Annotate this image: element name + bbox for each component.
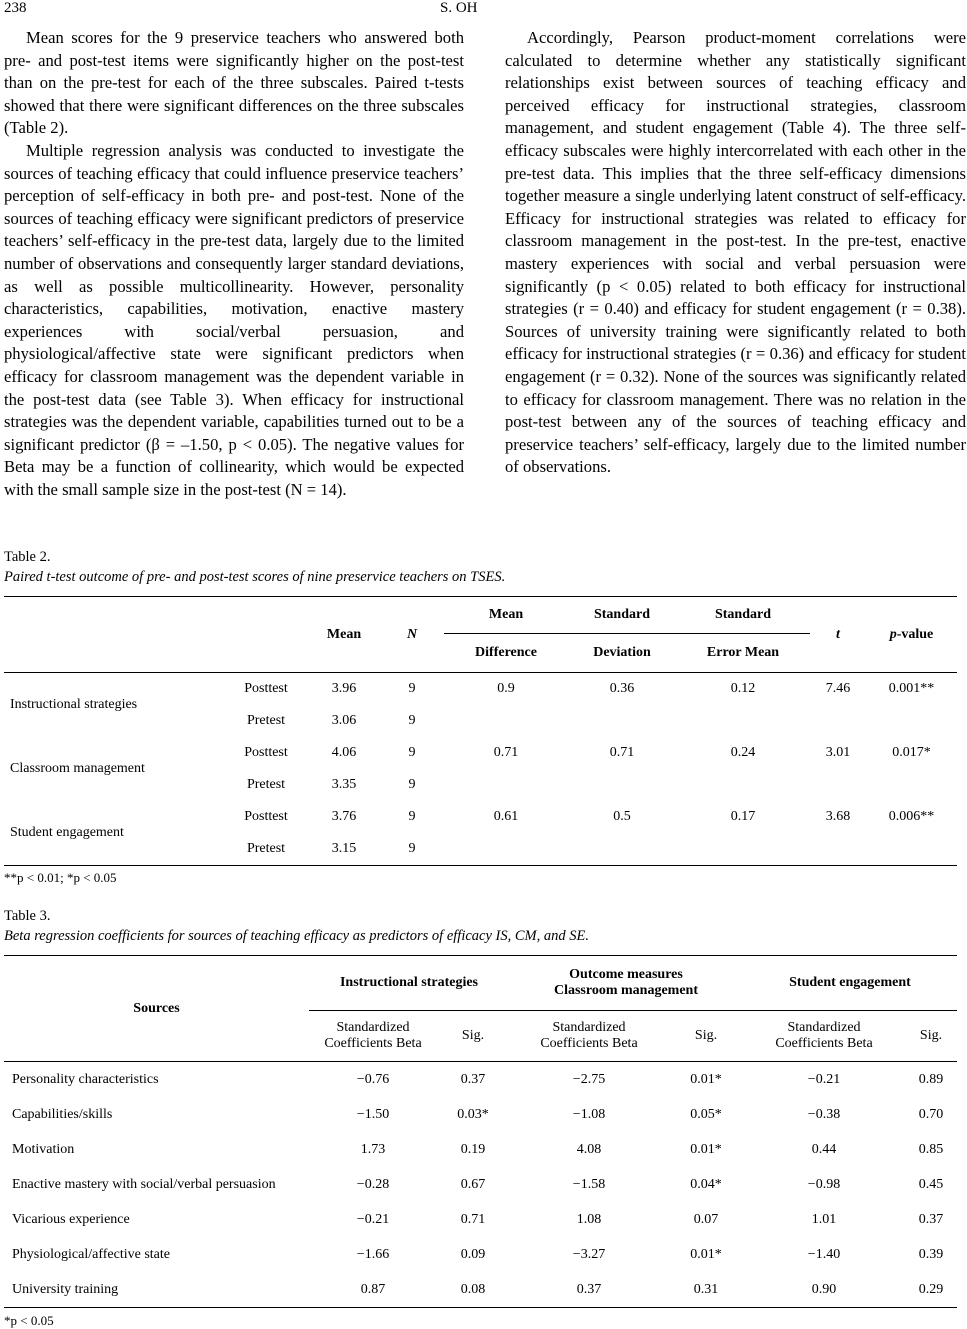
table-row: Pretest 3.06 9 (246, 713, 416, 728)
table-cell: 0.89 (918, 1071, 944, 1087)
table-row: Student engagement Posttest 3.76 9 0.61 0.5 0.17 3.68 0.006** (10, 809, 935, 840)
paragraph: Mean scores for the 9 preservice teachers who answered both pre- and post-test items were significantly higher on the post-test than on the pre-test for each of the three subscales. Paired t-tests showed that there were significant differences on the three subscales (Table 2). (4, 28, 464, 138)
table3 (4, 955, 957, 1308)
table-cell: 0.19 (460, 1141, 486, 1157)
table-cell: −1.50 (356, 1106, 390, 1122)
col-sd: Standard (568, 597, 676, 634)
row-label: Capabilities/skills (12, 1106, 113, 1122)
table-cell: 4.08 (576, 1141, 602, 1157)
table2-caption (4, 547, 505, 587)
running-head: S. OH (440, 0, 478, 16)
page-number: 238 (4, 0, 27, 16)
table-cell: 0.03* (457, 1106, 489, 1122)
table-row (4, 1202, 957, 1237)
table-cell: −1.40 (807, 1246, 841, 1262)
table-row (4, 1097, 957, 1132)
table3-label: Table 3. (4, 908, 51, 924)
paragraph: Multiple regression analysis was conducted to investigate the sources of teaching efficacy that could influence preservice teachers’ perception of self-efficacy in both pre- and post-test. None of the sources of teaching efficacy were significant predictors of preservice teachers’ self-efficacy in the pre-test data, largely due to the limited number of observations and consequently larger standard deviations, as well as possible multicollinearity. However, personality characteristics, capabilities, motivation, enactive mastery experiences with social/verbal persuasion, and physiological/affective state were significant predictors when efficacy for classroom management was the dependent variable in the post-test data (see Table 3). When efficacy for instructional strategies was the dependent variable, capabilities turned out to be a significant predictor (β = –1.50, p < 0.05). The negative values for Beta may be a function of collinearity, which would be expected with the small sample size in the post-test (N = 14). (4, 140, 464, 499)
table-row: Instructional strategies Posttest 3.96 9 0.9 0.36 0.12 7.46 0.001** (10, 681, 935, 712)
table-cell: 0.07 (693, 1211, 719, 1227)
table2-note: **p < 0.01; *p < 0.05 (4, 870, 117, 885)
table3-caption (4, 906, 589, 946)
table-cell: 0.39 (918, 1246, 944, 1262)
table3-note: *p < 0.05 (4, 1313, 54, 1328)
col-is-beta: Standardized Coefficients Beta (324, 1020, 422, 1051)
table-cell: −1.08 (572, 1106, 606, 1122)
table-cell: 0.70 (918, 1106, 944, 1122)
right-column (505, 27, 966, 479)
table-row (4, 1062, 957, 1098)
col-mean-diff: Mean (444, 597, 568, 634)
table-cell: −1.58 (572, 1176, 606, 1192)
table-cell: 0.71 (460, 1211, 486, 1227)
table-cell: 0.29 (918, 1281, 944, 1297)
paragraph: Accordingly, Pearson product-moment correlations were calculated to determine whether any statistically significant relationships exist between sources of teaching efficacy and perceived efficacy for instructional strategies, classroom management, and student engagement (Table 4). The three self-efficacy subscales were highly intercorrelated with each other in the pre-test data. This implies that the three self-efficacy dimensions together measure a single underlying latent construct of self-efficacy. Efficacy for instructional strategies was related to efficacy for classroom management in the post-test. In the pre-test, enactive mastery experiences with social and verbal persuasion were significantly (p < 0.05) related to both efficacy for instructional strategies (r = 0.40) and efficacy for student engagement (r = 0.38). Sources of university training were significantly related to both efficacy for instructional strategies (r = 0.36) and efficacy for student engagement (r = 0.32). None of the sources was significantly related to efficacy for classroom management. There was no relation in the post-test between any of the sources of teaching efficacy and preservice teachers’ self-efficacy, largely due to the limited number of observations. (505, 28, 966, 477)
row-label: Physiological/affective state (12, 1246, 170, 1262)
table2-label: Table 2. (4, 549, 51, 565)
table-cell: 0.44 (811, 1141, 837, 1157)
table-cell: 0.45 (918, 1176, 944, 1192)
col-p: p-value (866, 597, 957, 673)
col-sd-2: Deviation (593, 645, 651, 660)
table-cell: 0.01* (690, 1071, 722, 1087)
table-cell: 0.08 (460, 1281, 486, 1297)
table-cell: 0.90 (811, 1281, 837, 1297)
col-se-beta: Standardized Coefficients Beta (775, 1020, 873, 1051)
table-row: Pretest 3.15 9 (4, 833, 957, 866)
table-row: Classroom management Posttest 4.06 9 0.71 0.71 0.24 3.01 0.017* (10, 745, 931, 776)
col-se-2: Error Mean (706, 645, 780, 660)
col-cm-sig: Sig. (694, 1028, 718, 1043)
table-row (4, 1167, 957, 1202)
table-cell: 0.85 (918, 1141, 944, 1157)
table-cell: 0.37 (576, 1281, 602, 1297)
table-cell: −0.28 (356, 1176, 390, 1192)
col-n: N (380, 597, 444, 673)
table-cell: 1.08 (576, 1211, 602, 1227)
table-cell: −3.27 (572, 1246, 606, 1262)
col-sources: Sources (4, 956, 309, 1062)
table-cell: −0.98 (807, 1176, 841, 1192)
table-cell: 1.01 (811, 1211, 837, 1227)
table-cell: 0.01* (690, 1141, 722, 1157)
row-label: University training (12, 1281, 119, 1297)
col-mean-diff-2: Difference (475, 645, 537, 660)
row-label: Personality characteristics (12, 1071, 159, 1087)
table-cell: −2.75 (572, 1071, 606, 1087)
table-cell: −1.66 (356, 1246, 390, 1262)
table-cell: 0.37 (918, 1211, 944, 1227)
table-cell: 1.73 (360, 1141, 386, 1157)
table-cell: −0.38 (807, 1106, 841, 1122)
col-se: Standard (676, 597, 810, 634)
row-label: Enactive mastery with social/verbal persuasion (12, 1176, 276, 1192)
table-cell: 0.67 (460, 1176, 486, 1192)
col-se-sig: Sig. (919, 1028, 943, 1043)
col-cm: Outcome measures Classroom management (509, 956, 743, 1011)
table3-title: Beta regression coefficients for sources of teaching efficacy as predictors of efficacy IS, CM, and SE. (4, 928, 589, 944)
page-header (0, 0, 967, 22)
table2-title: Paired t-test outcome of pre- and post-test scores of nine preservice teachers on TSES. (4, 569, 506, 585)
table-cell: 0.31 (693, 1281, 719, 1297)
table-row (4, 1132, 957, 1167)
table-cell: −0.21 (807, 1071, 841, 1087)
table-cell: −0.76 (356, 1071, 390, 1087)
table-cell: −0.21 (356, 1211, 390, 1227)
row-label: Vicarious experience (12, 1211, 130, 1227)
table-row (4, 1272, 957, 1308)
table-cell: 0.87 (360, 1281, 386, 1297)
col-cm-beta: Standardized Coefficients Beta (540, 1020, 638, 1051)
left-column (4, 27, 464, 501)
table-row: Pretest 3.35 9 (246, 777, 416, 792)
table-cell: 0.01* (690, 1246, 722, 1262)
col-t: t (810, 597, 866, 673)
row-label: Motivation (12, 1141, 75, 1157)
col-mean: Mean (308, 597, 380, 673)
col-se: Student engagement (743, 956, 957, 1011)
table-row (4, 1237, 957, 1272)
table-cell: 0.04* (690, 1176, 722, 1192)
table-cell: 0.37 (460, 1071, 486, 1087)
col-is: Instructional strategies (309, 956, 509, 1011)
table-cell: 0.05* (690, 1106, 722, 1122)
col-is-sig: Sig. (461, 1028, 485, 1043)
table2 (4, 596, 957, 866)
table-cell: 0.09 (460, 1246, 486, 1262)
